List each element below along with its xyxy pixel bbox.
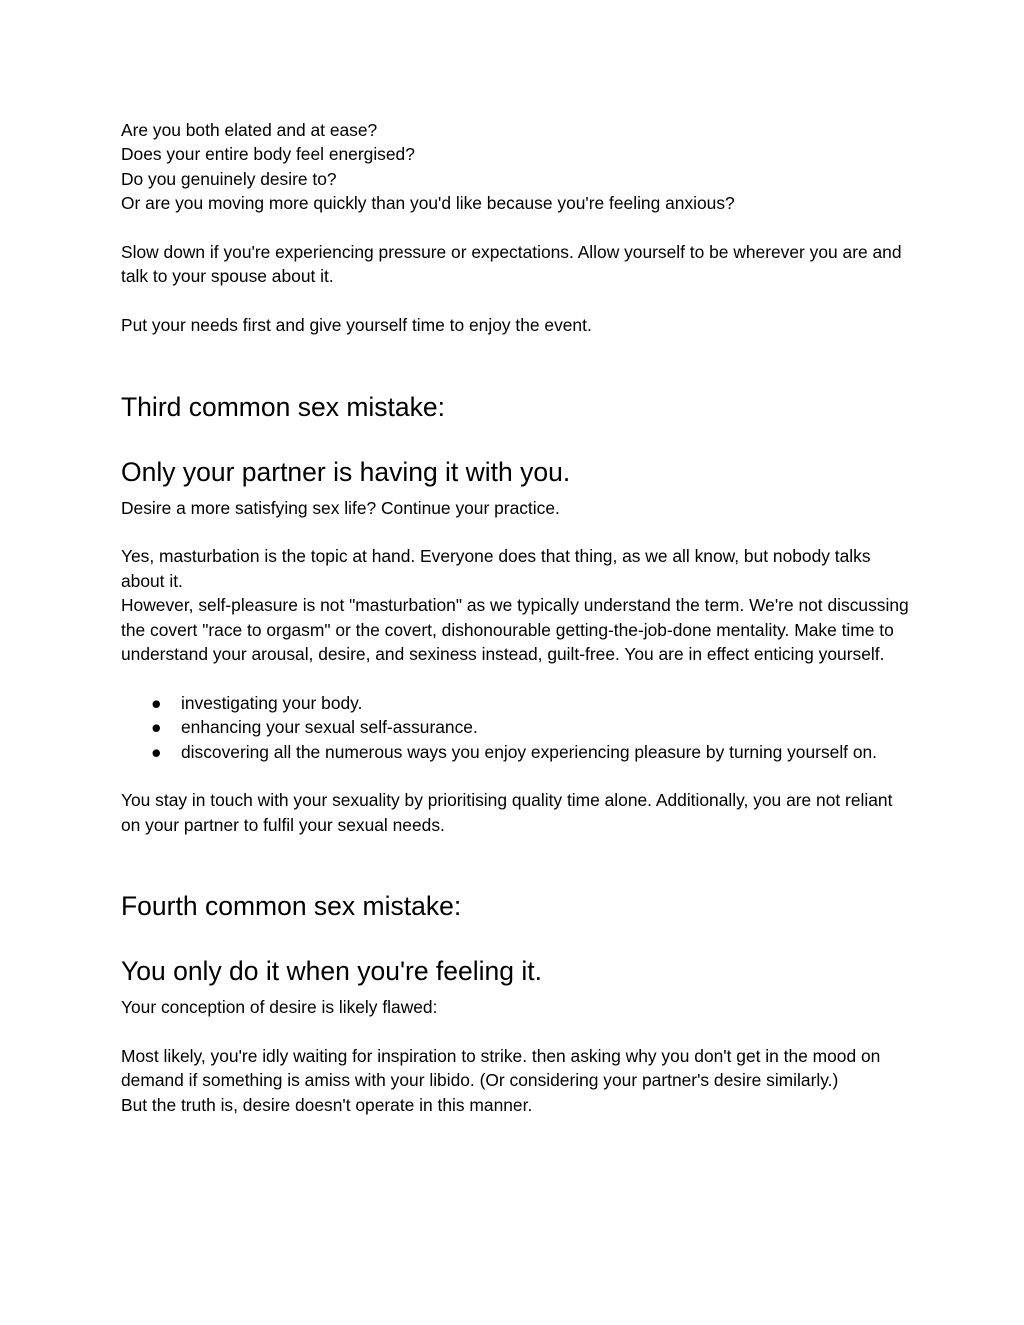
- paragraph-gap: [121, 764, 914, 788]
- section4-paragraph: Most likely, you're idly waiting for inspiration to strike. then asking why you don't get in the mood on demand if something is amiss with your libido. (Or considering your partner's desire similarly.): [121, 1046, 881, 1091]
- paragraph-gap: [121, 1020, 914, 1044]
- paragraph-gap: [121, 666, 914, 690]
- intro-paragraph: Put your needs first and give yourself time to enjoy the event.: [121, 315, 592, 336]
- intro-question: Do you genuinely desire to?: [121, 168, 337, 189]
- section4-subheading: You only do it when you're feeling it.: [121, 956, 542, 987]
- list-item-text: enhancing your sexual self-assurance.: [181, 717, 478, 738]
- paragraph-gap: [121, 520, 914, 544]
- section4-lead: Your conception of desire is likely flawed:: [121, 997, 438, 1018]
- list-item: [121, 740, 914, 764]
- bullet-glyph: ●: [151, 717, 162, 738]
- paragraph-gap: [121, 289, 914, 313]
- section3-subheading: Only your partner is having it with you.: [121, 456, 571, 487]
- intro-question: Are you both elated and at ease?: [121, 120, 378, 140]
- section3-paragraph: However, self-pleasure is not "masturbation" as we typically understand the term. We're not discussing the covert "race to orgasm" or the covert, dishonourable getting-the-job-done mentality. Make time to understand your arousal, desire, and sexiness instead, guilt-free. You are in effect enticing yourself.: [121, 595, 909, 665]
- section3-bullet-list: [121, 691, 914, 764]
- intro-question: Does your entire body feel energised?: [121, 144, 415, 165]
- section3-closing: You stay in touch with your sexuality by prioritising quality time alone. Additionally, you are not reliant on your partner to fulfil your sexual needs.: [121, 790, 893, 835]
- list-item: [121, 715, 914, 739]
- paragraph-gap: [121, 216, 914, 240]
- section3-paragraph: Yes, masturbation is the topic at hand. Everyone does that thing, as we all know, but nobody talks about it.: [121, 546, 871, 591]
- list-item: [121, 691, 914, 715]
- section4-paragraph: But the truth is, desire doesn't operate in this manner.: [121, 1094, 533, 1115]
- section3-heading: Third common sex mistake:: [121, 391, 445, 422]
- bullet-glyph: ●: [151, 692, 162, 713]
- bullet-glyph: ●: [151, 741, 162, 762]
- intro-question: Or are you moving more quickly than you'd like because you're feeling anxious?: [121, 193, 735, 214]
- section3-lead: Desire a more satisfying sex life? Continue your practice.: [121, 497, 560, 518]
- list-item-text: discovering all the numerous ways you enjoy experiencing pleasure by turning yourself on.: [181, 741, 878, 762]
- section4-heading: Fourth common sex mistake:: [121, 891, 462, 922]
- intro-paragraph: Slow down if you're experiencing pressure or expectations. Allow yourself to be wherever you are and talk to your spouse about it.: [121, 242, 902, 287]
- list-item-text: investigating your body.: [181, 692, 363, 713]
